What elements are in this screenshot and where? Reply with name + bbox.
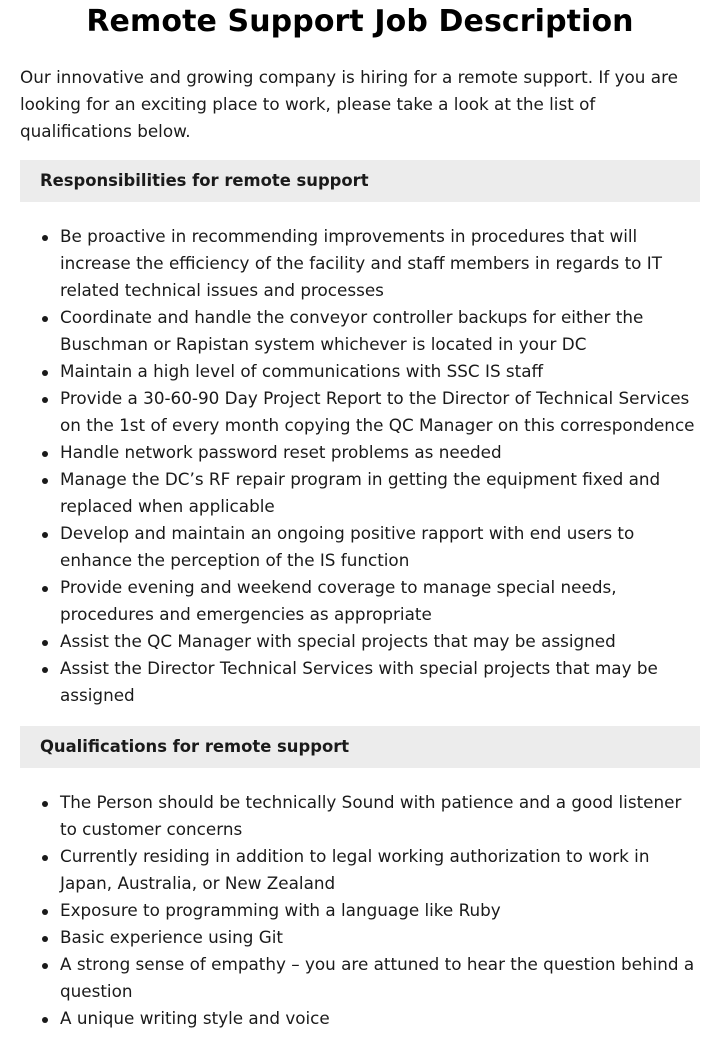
qualifications-heading: Qualifications for remote support <box>20 726 700 768</box>
bullet-icon <box>42 478 48 484</box>
bullet-icon <box>42 235 48 241</box>
bullet-icon <box>42 370 48 376</box>
qualifications-list <box>20 789 700 1032</box>
intro-paragraph: Our innovative and growing company is hiring for a remote support. If you are looking for an exciting place to work, please take a look at the list of qualifications below. <box>20 67 678 141</box>
page-title: Remote Support Job Description <box>86 4 634 39</box>
bullet-icon <box>42 316 48 322</box>
list-item-text: Be proactive in recommending improvements in procedures that will increase the efficiency of the facility and staff members in regards to IT related technical issues and processes <box>60 226 662 300</box>
list-item-text: A unique writing style and voice <box>60 1008 330 1028</box>
list-item-text: Assist the QC Manager with special projects that may be assigned <box>60 631 616 651</box>
list-item <box>20 924 700 951</box>
list-item-text: Provide evening and weekend coverage to manage special needs, procedures and emergencies as appropriate <box>60 577 617 624</box>
responsibilities-list <box>20 223 700 709</box>
list-item <box>20 843 700 897</box>
list-item <box>20 951 700 1005</box>
list-item <box>20 897 700 924</box>
list-item <box>20 439 700 466</box>
bullet-icon <box>42 963 48 969</box>
bullet-icon <box>42 936 48 942</box>
list-item-text: Maintain a high level of communications with SSC IS staff <box>60 361 544 381</box>
list-item-text: Currently residing in addition to legal working authorization to work in Japan, Australia, or New Zealand <box>60 846 650 893</box>
list-item <box>20 358 700 385</box>
bullet-icon <box>42 855 48 861</box>
list-item-text: Develop and maintain an ongoing positive rapport with end users to enhance the perception of the IS function <box>60 523 635 570</box>
bullet-icon <box>42 586 48 592</box>
list-item <box>20 385 700 439</box>
bullet-icon <box>42 909 48 915</box>
bullet-icon <box>42 532 48 538</box>
bullet-icon <box>42 640 48 646</box>
list-item <box>20 655 700 709</box>
list-item-text: A strong sense of empathy – you are attuned to hear the question behind a question <box>60 954 695 1001</box>
list-item <box>20 520 700 574</box>
list-item-text: Assist the Director Technical Services with special projects that may be assigned <box>60 658 658 705</box>
list-item <box>20 304 700 358</box>
bullet-icon <box>42 801 48 807</box>
list-item-text: Manage the DC’s RF repair program in getting the equipment fixed and replaced when applicable <box>60 469 661 516</box>
list-item-text: Provide a 30-60-90 Day Project Report to the Director of Technical Services on the 1st of every month copying the QC Manager on this correspondence <box>60 388 695 435</box>
bullet-icon <box>42 667 48 673</box>
list-item-text: Coordinate and handle the conveyor controller backups for either the Buschman or Rapistan system whichever is located in your DC <box>60 307 644 354</box>
list-item-text: Basic experience using Git <box>60 927 284 947</box>
bullet-icon <box>42 1017 48 1023</box>
list-item-text: Exposure to programming with a language like Ruby <box>60 900 501 920</box>
list-item <box>20 574 700 628</box>
list-item <box>20 223 700 304</box>
list-item <box>20 466 700 520</box>
bullet-icon <box>42 397 48 403</box>
list-item <box>20 1005 700 1032</box>
list-item <box>20 628 700 655</box>
list-item-text: Handle network password reset problems as needed <box>60 442 502 462</box>
responsibilities-heading: Responsibilities for remote support <box>20 160 700 202</box>
bullet-icon <box>42 451 48 457</box>
list-item-text: The Person should be technically Sound with patience and a good listener to customer concerns <box>60 792 682 839</box>
list-item <box>20 789 700 843</box>
